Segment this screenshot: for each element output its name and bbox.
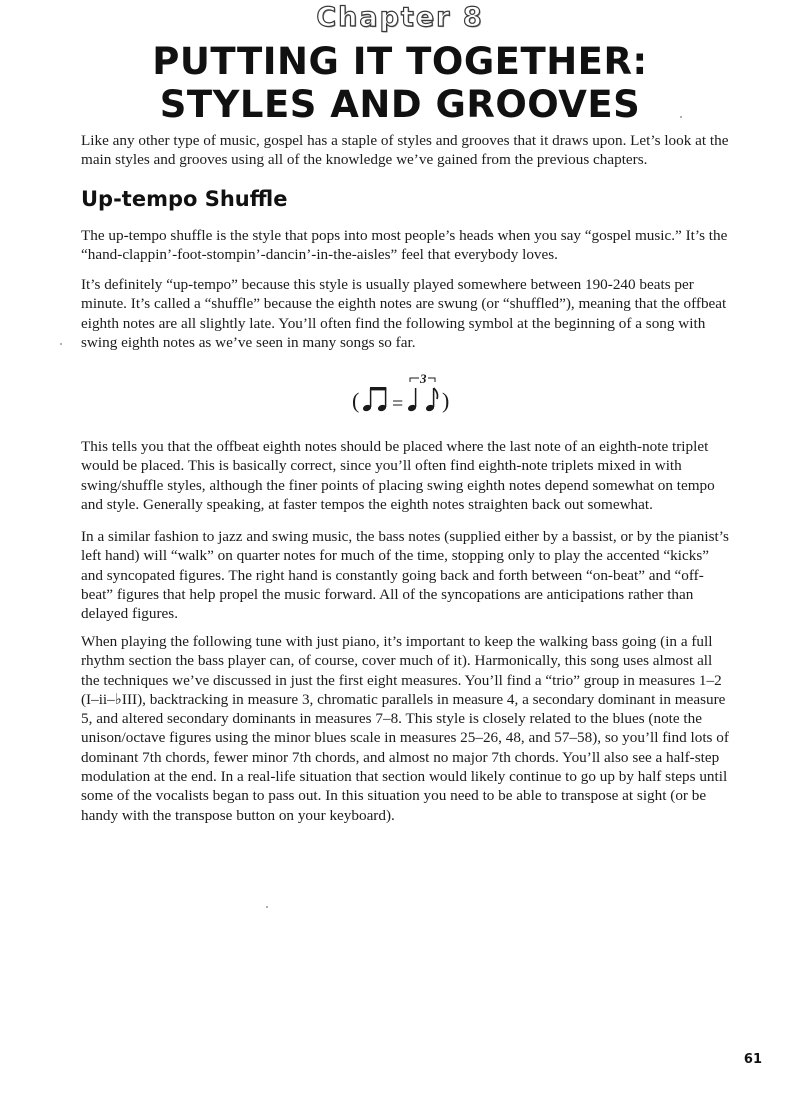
swing-eighths-symbol (350, 370, 460, 420)
page-number: 61 (743, 1052, 762, 1067)
page-title (0, 40, 800, 126)
svg-text:): ) (442, 388, 450, 413)
scan-speck (680, 116, 682, 118)
paragraph-5: When playing the following tune with just piano, it’s important to keep the walking bass going (in a full rhythm section the bass player can, of course, cover much of it). Harmonically, this song uses almost all the techniques we’ve discussed in just the first eight measures. You’ll find a “trio” group in measures 1–2 (I–ii–♭III), backtracking in measure 3, chromatic parallels in measure 4, a secondary dominant in measure 5, and altered secondary dominants in measures 7–8. This style is closely related to the blues (note the unison/octave figures using the minor blues scale in measures 25–26, 48, and 57–58), so you’ll find lots of dominant 7th chords, fewer minor 7th chords, and almost no major 7th chords. You’ll also see a half-step modulation at the end. In a real-life situation that section would likely continue to go up by half steps until some of the vocalists began to pass out. In this situation you need to be able to transpose at sight (or be handy with the transpose button on your keyboard). (81, 633, 729, 824)
title-line-1: PUTTING IT TOGETHER: (152, 40, 648, 83)
paragraph-2: It’s definitely “up-tempo” because this style is usually played somewhere between 190-240 beats per minute. It’s called a “shuffle” because the eighth notes are swung (or “shuffled”), meaning that the offbeat eighth notes are all slightly late. You’ll often find the following symbol at the beginning of a song with swing eighth notes as we’ve seen in many songs so far. (81, 276, 727, 351)
scan-speck (60, 343, 62, 345)
svg-text:(: ( (352, 388, 360, 413)
triplet-number: 3 (420, 371, 427, 386)
paragraph-3: This tells you that the offbeat eighth notes should be placed where the last note of an eighth-note triplet would be placed. This is basically correct, since you’ll often find eighth-note triplets mixed in with swing/shuffle styles, although the finer points of placing swing eighth notes depend somewhat on tempo and style. Generally speaking, at faster tempos the eighth notes straighten back out somewhat. (81, 438, 715, 513)
paragraph-1: The up-tempo shuffle is the style that pops into most people’s heads when you say “gospel music.” It’s the “hand-clappin’-foot-stompin’-dancin’-in-the-aisles” feel that everybody loves. (81, 227, 728, 264)
intro-paragraph: Like any other type of music, gospel has a staple of styles and grooves that it draws upon. Let’s look at the main styles and grooves using all of the knowledge we’ve gained from the previous chapters. (81, 132, 729, 169)
section-heading: Up-tempo Shuffle (81, 187, 288, 211)
title-line-2: STYLES AND GROOVES (159, 83, 641, 126)
paragraph-4: In a similar fashion to jazz and swing music, the bass notes (supplied either by a bassist, or by the pianist’s left hand) will “walk” on quarter notes for much of the time, stopping only to play the accented “kicks” and syncopated figures. The right hand is constantly going back and forth between “on-beat” and “off-beat” figures that help propel the music forward. All of the syncopations are anticipations rather than delayed figures. (81, 528, 729, 623)
svg-text:=: = (392, 393, 404, 415)
scan-speck (266, 906, 268, 908)
chapter-label: Chapter 8 (316, 2, 484, 33)
